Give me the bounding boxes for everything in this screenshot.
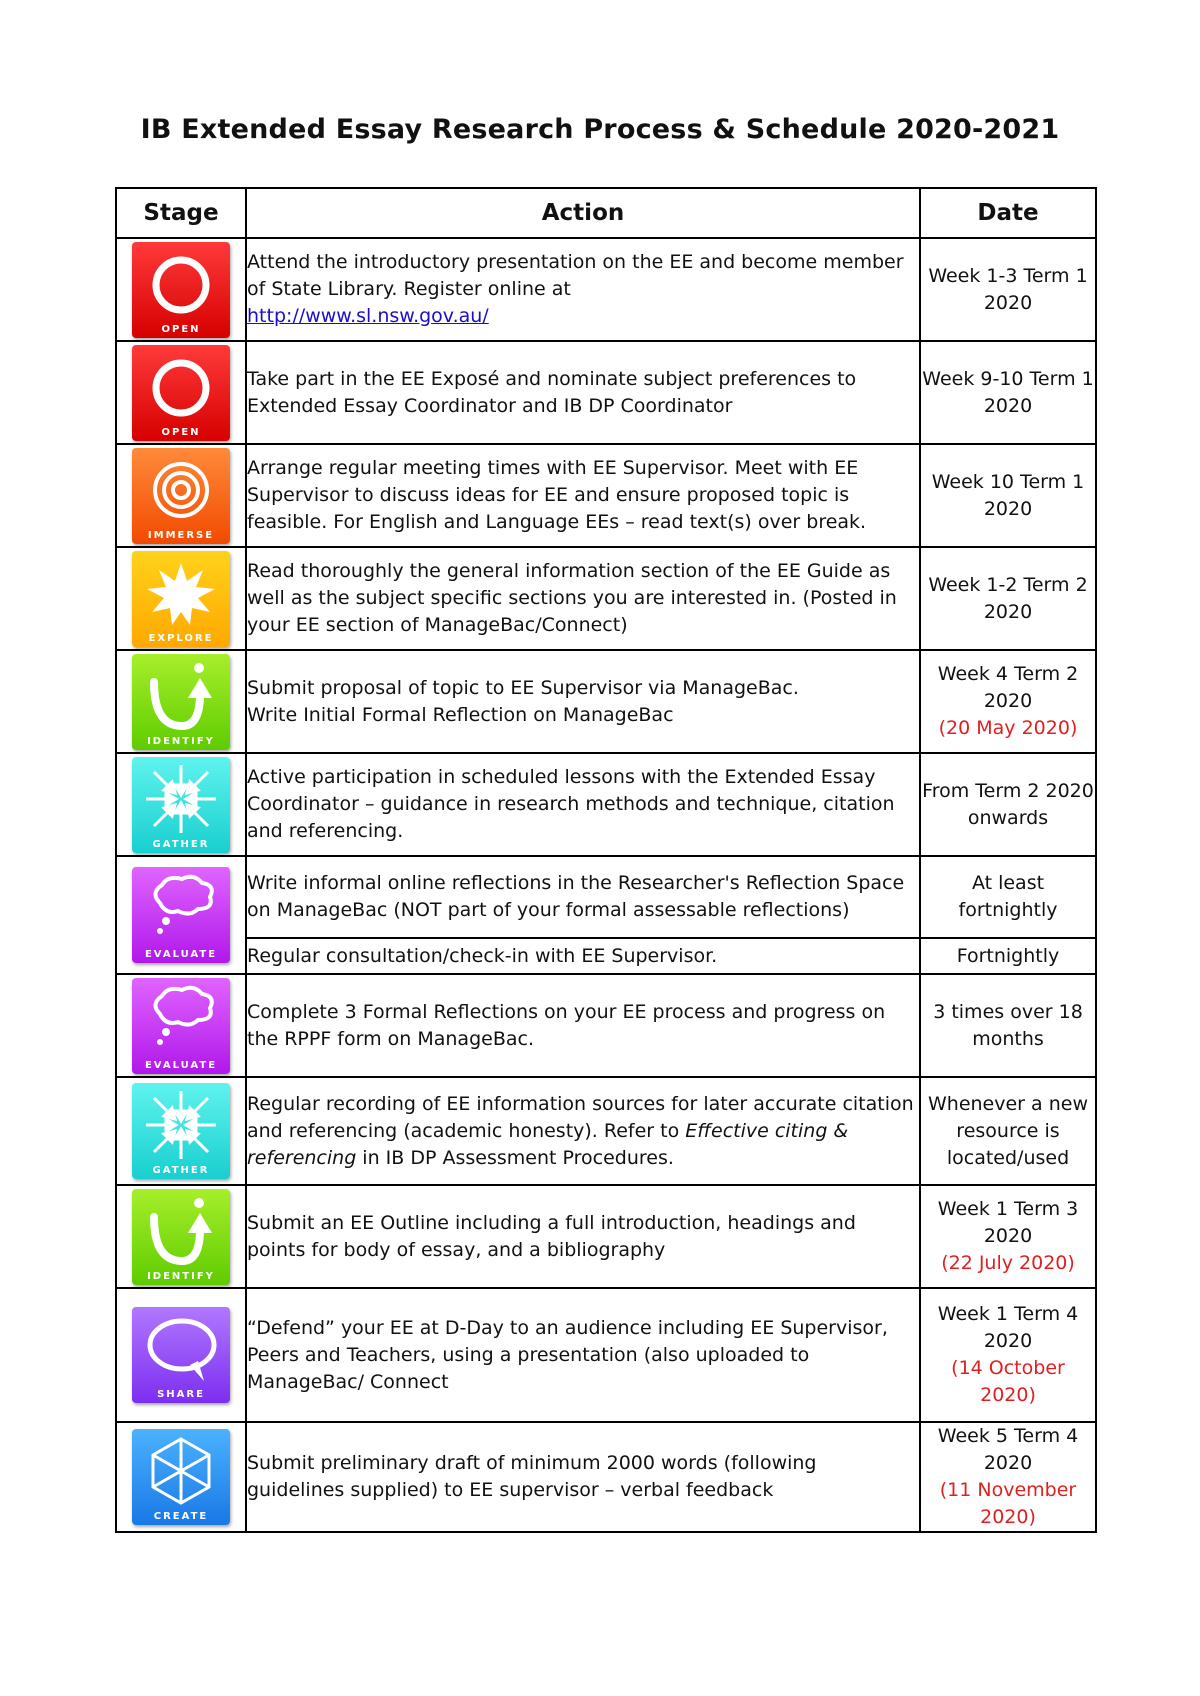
stage-cell (116, 856, 246, 974)
table-row (116, 444, 1096, 547)
action-cell (246, 650, 920, 753)
date-cell: Week 1-2 Term 2 2020 (920, 547, 1096, 650)
stage-cell (116, 650, 246, 753)
date-cell (920, 1422, 1096, 1532)
deadline-date: (14 October 2020) (951, 1357, 1065, 1406)
table-row (116, 650, 1096, 753)
action-line: Write Initial Formal Reflection on ManageBac (247, 703, 674, 726)
action-cell: Complete 3 Formal Reflections on your EE process and progress on the RPPF form on ManageBac. (246, 974, 920, 1077)
action-cell: Read thoroughly the general information section of the EE Guide as well as the subject specific sections you are interested in. (Posted in your EE section of ManageBac/Connect) (246, 547, 920, 650)
stage-label: OPEN (161, 323, 201, 335)
stage-label: IDENTIFY (147, 735, 215, 747)
action-cell: Arrange regular meeting times with EE Supervisor. Meet with EE Supervisor to discuss ideas for EE and ensure proposed topic is feasible. For English and Language EEs – read text(s) over break. (246, 444, 920, 547)
date-text: Week 1 Term 4 2020 (937, 1303, 1079, 1352)
stage-label: EXPLORE (148, 632, 214, 644)
stage-cell (116, 444, 246, 547)
gather-stage-icon (132, 1083, 230, 1179)
date-cell: 3 times over 18 months (920, 974, 1096, 1077)
header-date: Date (920, 188, 1096, 238)
action-cell: Submit an EE Outline including a full introduction, headings and points for body of essay, and a bibliography (246, 1185, 920, 1288)
date-cell: At least fortnightly (920, 856, 1096, 938)
action-cell: “Defend” your EE at D-Day to an audience including EE Supervisor, Peers and Teachers, using a presentation (also uploaded to ManageBac/ Connect (246, 1288, 920, 1422)
date-cell: Whenever a new resource is located/used (920, 1077, 1096, 1185)
stage-label: IMMERSE (147, 529, 215, 541)
table-row (116, 1422, 1096, 1532)
date-cell (920, 1185, 1096, 1288)
action-cell: Regular consultation/check-in with EE Supervisor. (246, 938, 920, 974)
table-row (116, 938, 1096, 974)
date-cell: From Term 2 2020 onwards (920, 753, 1096, 856)
date-text: Week 5 Term 4 2020 (937, 1425, 1079, 1474)
table-header-row (116, 188, 1096, 238)
action-cell: Submit preliminary draft of minimum 2000 words (following guidelines supplied) to EE supervisor – verbal feedback (246, 1422, 920, 1532)
action-cell: Write informal online reflections in the Researcher's Reflection Space on ManageBac (NOT part of your formal assessable reflections) (246, 856, 920, 938)
deadline-date: (20 May 2020) (938, 717, 1078, 739)
table-row (116, 974, 1096, 1077)
identify-stage-icon (132, 654, 230, 750)
table-row (116, 1077, 1096, 1185)
table-row (116, 753, 1096, 856)
share-stage-icon (132, 1307, 230, 1403)
stage-cell (116, 1288, 246, 1422)
stage-label: CREATE (153, 1511, 209, 1522)
table-row (116, 238, 1096, 341)
stage-cell (116, 1077, 246, 1185)
action-text: in IB DP Assessment Procedures. (362, 1146, 674, 1169)
header-action: Action (246, 188, 920, 238)
table-row (116, 1288, 1096, 1422)
stage-cell (116, 974, 246, 1077)
action-text: Attend the introductory presentation on the EE and become member of State Library. Register online at (247, 251, 904, 300)
action-line: Submit proposal of topic to EE Supervisor via ManageBac. (247, 676, 799, 699)
table-row (116, 547, 1096, 650)
header-stage: Stage (116, 188, 246, 238)
stage-cell (116, 1185, 246, 1288)
open-stage-icon (132, 345, 230, 441)
stage-label: GATHER (152, 838, 210, 850)
evaluate-stage-icon (132, 867, 230, 963)
deadline-date: (22 July 2020) (941, 1252, 1075, 1274)
date-text: Week 1 Term 3 2020 (937, 1198, 1079, 1247)
date-cell: Fortnightly (920, 938, 1096, 974)
evaluate-stage-icon (132, 978, 230, 1074)
stage-label: SHARE (157, 1389, 205, 1400)
schedule-table (115, 187, 1097, 1533)
date-cell: Week 1-3 Term 1 2020 (920, 238, 1096, 341)
stage-label: EVALUATE (144, 949, 218, 960)
table-row (116, 856, 1096, 938)
action-cell: Active participation in scheduled lessons with the Extended Essay Coordinator – guidance in research methods and technique, citation and referencing. (246, 753, 920, 856)
page-title: IB Extended Essay Research Process & Schedule 2020-2021 (140, 114, 1060, 145)
table-row (116, 341, 1096, 444)
immerse-stage-icon (132, 448, 230, 544)
action-cell (246, 238, 920, 341)
create-stage-icon (132, 1429, 230, 1525)
date-cell (920, 650, 1096, 753)
date-text: Week 4 Term 2 2020 (937, 663, 1079, 712)
stage-cell (116, 753, 246, 856)
explore-stage-icon (132, 551, 230, 647)
action-cell: Take part in the EE Exposé and nominate subject preferences to Extended Essay Coordinator and IB DP Coordinator (246, 341, 920, 444)
gather-stage-icon (132, 757, 230, 853)
stage-cell (116, 238, 246, 341)
stage-label: OPEN (161, 426, 201, 438)
stage-label: GATHER (152, 1165, 210, 1176)
stage-cell (116, 1422, 246, 1532)
open-stage-icon (132, 242, 230, 338)
stage-cell (116, 341, 246, 444)
date-cell: Week 10 Term 1 2020 (920, 444, 1096, 547)
stage-cell (116, 547, 246, 650)
stage-label: IDENTIFY (147, 1270, 215, 1282)
identify-stage-icon (132, 1189, 230, 1285)
deadline-date: (11 November 2020) (939, 1479, 1077, 1528)
stage-label: EVALUATE (144, 1059, 218, 1071)
action-cell (246, 1077, 920, 1185)
action-italic-text: Effective citing & referencing (247, 1119, 849, 1169)
action-text: Regular recording of EE information sources for later accurate citation and referencing (academic honesty). Refer to (247, 1092, 914, 1142)
table-row (116, 1185, 1096, 1288)
state-library-link[interactable]: http://www.sl.nsw.gov.au/ (247, 305, 489, 327)
date-cell: Week 9-10 Term 1 2020 (920, 341, 1096, 444)
date-cell (920, 1288, 1096, 1422)
